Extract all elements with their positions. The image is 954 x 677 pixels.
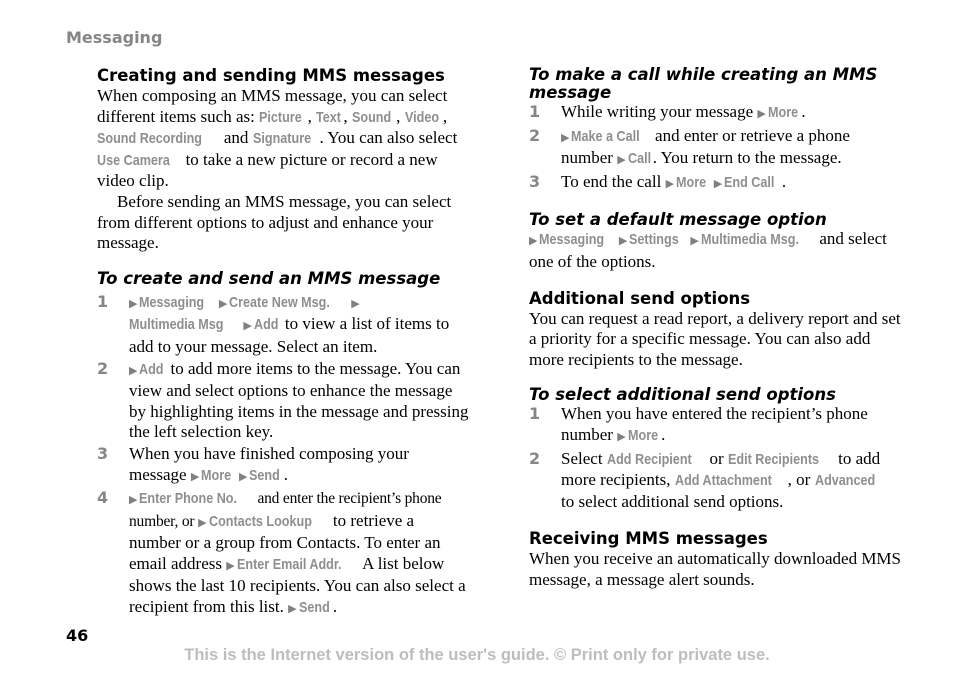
step-text: . <box>332 597 338 617</box>
step-number: 4 <box>97 488 109 508</box>
keyword-use-camera: Use Camera <box>97 151 170 169</box>
section-title: Messaging <box>66 28 163 47</box>
keyword-signature: Signature <box>252 130 311 148</box>
arrow-icon: ▶ <box>618 234 628 248</box>
keyword-enter-phone-no: Enter Phone No. <box>139 490 238 508</box>
step-number: 2 <box>529 125 541 145</box>
text-run: and select one of the options. <box>529 229 887 271</box>
keyword-edit-recipients: Edit Recipients <box>727 450 819 468</box>
text-run: , <box>343 106 352 126</box>
heading-create-send-mms: To create and send an MMS message <box>97 268 441 288</box>
keyword-more: More <box>201 466 232 484</box>
text-run: When composing an MMS message, you can select different items such as: <box>97 86 448 126</box>
step-text: and enter the recipient’s phone number, or <box>129 490 442 530</box>
step-text: . <box>661 424 666 444</box>
text-run: . You can also select <box>319 128 458 148</box>
keyword-make-a-call: Make a Call <box>571 127 641 145</box>
step-number: 3 <box>97 443 109 463</box>
steps-select-additional <box>529 404 901 512</box>
step-3 <box>97 444 469 487</box>
heading-receiving-mms: Receiving MMS messages <box>529 529 768 549</box>
keyword-contacts-lookup: Contacts Lookup <box>208 512 312 530</box>
step-3 <box>529 172 901 195</box>
step-text: To end the call <box>561 171 666 191</box>
arrow-icon: ▶ <box>757 107 766 120</box>
keyword-multimedia-msg: Multimedia Msg. <box>700 231 799 249</box>
arrow-icon: ▶ <box>690 234 699 248</box>
keyword-more: More <box>676 173 707 191</box>
left-column <box>97 66 469 621</box>
keyword-add-attachment: Add Attachment <box>674 472 772 490</box>
arrow-icon: ▶ <box>129 296 138 310</box>
page-number: 46 <box>66 626 89 645</box>
step-4 <box>97 488 469 620</box>
keyword-picture: Picture <box>259 108 302 126</box>
arrow-icon: ▶ <box>529 234 538 248</box>
receiving-paragraph: When you receive an automatically downloaded MMS message, a message alert sounds. <box>529 549 901 589</box>
step-text: . <box>283 464 289 484</box>
step-text: . <box>801 102 806 121</box>
keyword-multimedia-msg: Multimedia Msg <box>129 316 224 334</box>
step-text: . You return to the message. <box>652 148 842 168</box>
heading-creating-sending-mms: Creating and sending MMS messages <box>97 66 445 85</box>
step-text: to select additional send options. <box>561 491 784 511</box>
keyword-more: More <box>767 104 798 121</box>
arrow-icon: ▶ <box>190 469 200 483</box>
keyword-add: Add <box>253 316 279 334</box>
arrow-icon: ▶ <box>129 363 138 377</box>
steps-create-send <box>97 292 469 620</box>
text-run: and <box>219 128 253 148</box>
text-run: to take a new picture or record a new video clip. <box>97 149 438 191</box>
arrow-icon: ▶ <box>239 469 248 483</box>
step-text: A list below shows the last 10 recipients. You can also select a recipient from this list. <box>129 553 466 617</box>
arrow-icon: ▶ <box>617 153 626 167</box>
step-number: 1 <box>529 102 541 121</box>
keyword-video: Video <box>404 108 439 126</box>
additional-send-paragraph: You can request a read report, a delivery report and set a priority for a specific message. You can also add more recipients to the message. <box>529 308 901 369</box>
step-2 <box>97 359 469 443</box>
arrow-icon: ▶ <box>561 130 570 144</box>
step-number: 3 <box>529 171 541 191</box>
step-text: to retrieve a number or a group from Contacts. To enter an email address <box>129 510 441 573</box>
arrow-icon: ▶ <box>129 493 138 507</box>
heading-additional-send-options: Additional send options <box>529 288 751 308</box>
heading-default-option: To set a default message option <box>529 210 827 230</box>
keyword-settings: Settings <box>629 231 680 249</box>
options-paragraph: Before sending an MMS message, you can select from different options to adjust and enhance your message. <box>97 191 452 253</box>
arrow-icon: ▶ <box>713 176 723 190</box>
step-text: to view a list of items to add to your message. Select an item. <box>129 314 450 356</box>
keyword-send: Send <box>298 599 330 617</box>
arrow-icon: ▶ <box>617 429 626 443</box>
keyword-end-call: End Call <box>724 173 775 191</box>
arrow-icon: ▶ <box>198 515 207 529</box>
step-text: When you have entered the recipient’s phone number <box>561 404 868 444</box>
keyword-enter-email-addr: Enter Email Addr. <box>236 555 342 573</box>
arrow-icon: ▶ <box>665 176 675 190</box>
step-1 <box>529 102 901 125</box>
step-text: or <box>705 448 728 468</box>
keyword-add: Add <box>139 360 164 378</box>
text-run: , <box>442 106 448 126</box>
keyword-add-recipient: Add Recipient <box>606 450 692 468</box>
step-number: 1 <box>529 404 541 424</box>
text-run: , <box>307 106 317 126</box>
keyword-create-new-msg: Create New Msg. <box>229 293 331 311</box>
step-1 <box>97 292 469 358</box>
keyword-messaging: Messaging <box>139 293 205 311</box>
keyword-messaging: Messaging <box>539 231 605 249</box>
keyword-text: Text <box>316 108 342 126</box>
keyword-sound-recording: Sound Recording <box>97 130 202 148</box>
keyword-advanced: Advanced <box>814 472 875 490</box>
arrow-icon: ▶ <box>351 296 360 310</box>
right-column <box>529 66 901 591</box>
arrow-icon: ▶ <box>218 296 228 310</box>
step-text: to add more recipients, <box>561 448 881 490</box>
keyword-sound: Sound <box>351 108 392 126</box>
step-text: When you have finished composing your message <box>129 443 409 484</box>
step-text: . <box>781 171 787 191</box>
arrow-icon: ▶ <box>288 602 297 616</box>
step-text: Select <box>561 448 607 468</box>
keyword-call: Call <box>627 150 651 168</box>
default-option-path <box>529 229 901 272</box>
keyword-send: Send <box>249 466 281 484</box>
keyword-more: More <box>627 426 658 444</box>
heading-make-call: To make a call while creating an MMS message <box>529 65 878 102</box>
step-1 <box>529 404 901 447</box>
step-number: 2 <box>97 358 109 378</box>
step-2 <box>529 449 901 513</box>
step-text: , or <box>787 470 815 490</box>
arrow-icon: ▶ <box>226 558 235 572</box>
step-number: 1 <box>97 291 109 311</box>
arrow-icon: ▶ <box>243 319 252 333</box>
footer-notice: This is the Internet version of the user's guide. © Print only for private use. <box>184 646 770 664</box>
step-number: 2 <box>529 448 541 468</box>
step-text: to add more items to the message. You can view and select options to enhance the message by highlighting items in the message and pressing the left selection key. <box>129 358 469 442</box>
text-run: , <box>396 106 405 126</box>
step-2 <box>529 126 901 171</box>
steps-make-call <box>529 102 901 194</box>
step-text: and enter or retrieve a phone number <box>561 125 850 168</box>
heading-select-additional: To select additional send options <box>529 385 836 405</box>
step-text: While writing your message <box>561 102 758 121</box>
intro-paragraph <box>97 86 469 192</box>
